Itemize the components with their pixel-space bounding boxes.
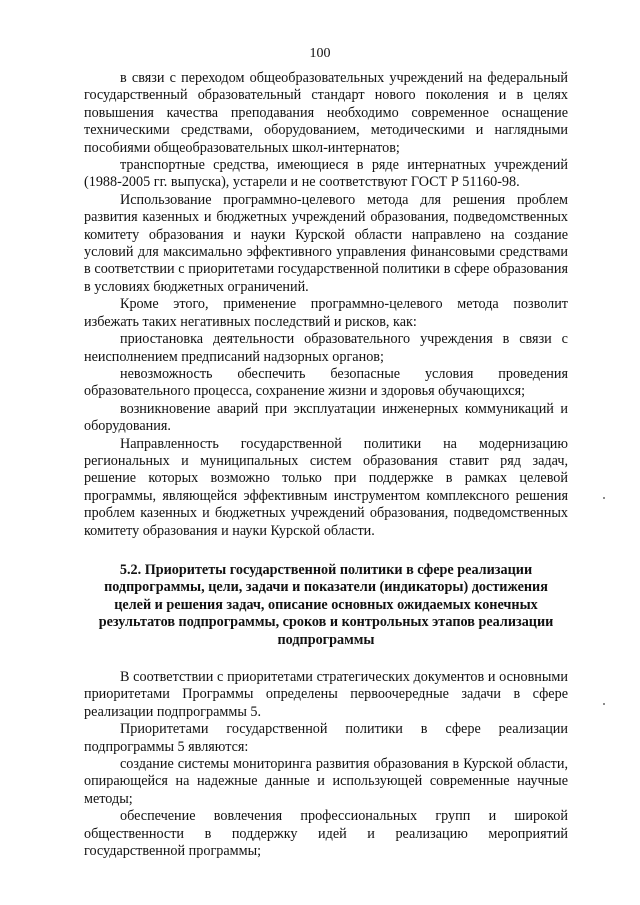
paragraph: Приоритетами государственной политики в сфере реализации подпрограммы 5 являются: [84, 721, 568, 755]
list-item: обеспечение вовлечения профессиональных групп и широкой общественности в поддержку идей и реализацию мероприятий государственной программы; [84, 808, 568, 860]
paragraph: Кроме этого, применение программно-целевого метода позволит избежать таких негативных последствий и рисков, как: [84, 296, 568, 330]
paragraph: в связи с переходом общеобразовательных учреждений на федеральный государственный образовательный стандарт нового поколения и в целях повышения качества преподавания необходимо современное оснащение техническими средствами, оборудованием, методическими и наглядными пособиями общеобразовательных школ-интернатов; [84, 70, 568, 156]
list-item: создание системы мониторинга развития образования в Курской области, опирающейся на надежные данные и использующей современные научные методы; [84, 756, 568, 807]
list-item: возникновение аварий при эксплуатации инженерных коммуникаций и оборудования. [84, 400, 568, 435]
scan-speck [603, 703, 605, 705]
scan-speck [603, 497, 605, 499]
page-content [84, 70, 568, 860]
section-heading: 5.2. Приоритеты государственной политики в сфере реализации подпрограммы, цели, задачи и показатели (индикаторы) достижения целей и решения задач, описание основных ожидаемых конечных результатов подпрограммы, сроков и контрольных этапов реализации подпрограммы [98, 561, 554, 648]
paragraph: В соответствии с приоритетами стратегических документов и основными приоритетами Программы определены первоочередные задачи в сфере реализации подпрограммы 5. [84, 669, 568, 720]
page-number: 100 [309, 46, 331, 61]
paragraph: Использование программно-целевого метода для решения проблем развития казенных и бюджетных учреждений образования, подведомственных комитету образования и науки Курской области направлено на создание условий для максимально эффективного управления финансовыми средствами в соответствии с приоритетами государственной политики в сфере образования в условиях бюджетных ограничений. [84, 191, 568, 295]
list-item: невозможность обеспечить безопасные условия проведения образовательного процесса, сохранение жизни и здоровья обучающихся; [84, 365, 568, 400]
list-item: приостановка деятельности образовательного учреждения в связи с неисполнением предписаний надзорных органов; [84, 331, 568, 365]
paragraph: транспортные средства, имеющиеся в ряде интернатных учреждений (1988-2005 гг. выпуска), устарели и не соответствуют ГОСТ Р 51160-98. [84, 157, 568, 191]
paragraph: Направленность государственной политики на модернизацию региональных и муниципальных систем образования ставит ряд задач, решение которых возможно только при поддержке в рамках целевой программы, являющейся эффективным инструментом комплексного решения проблем казенных и бюджетных учреждений образования, подведомственных комитету образования и науки Курской области. [84, 435, 568, 539]
